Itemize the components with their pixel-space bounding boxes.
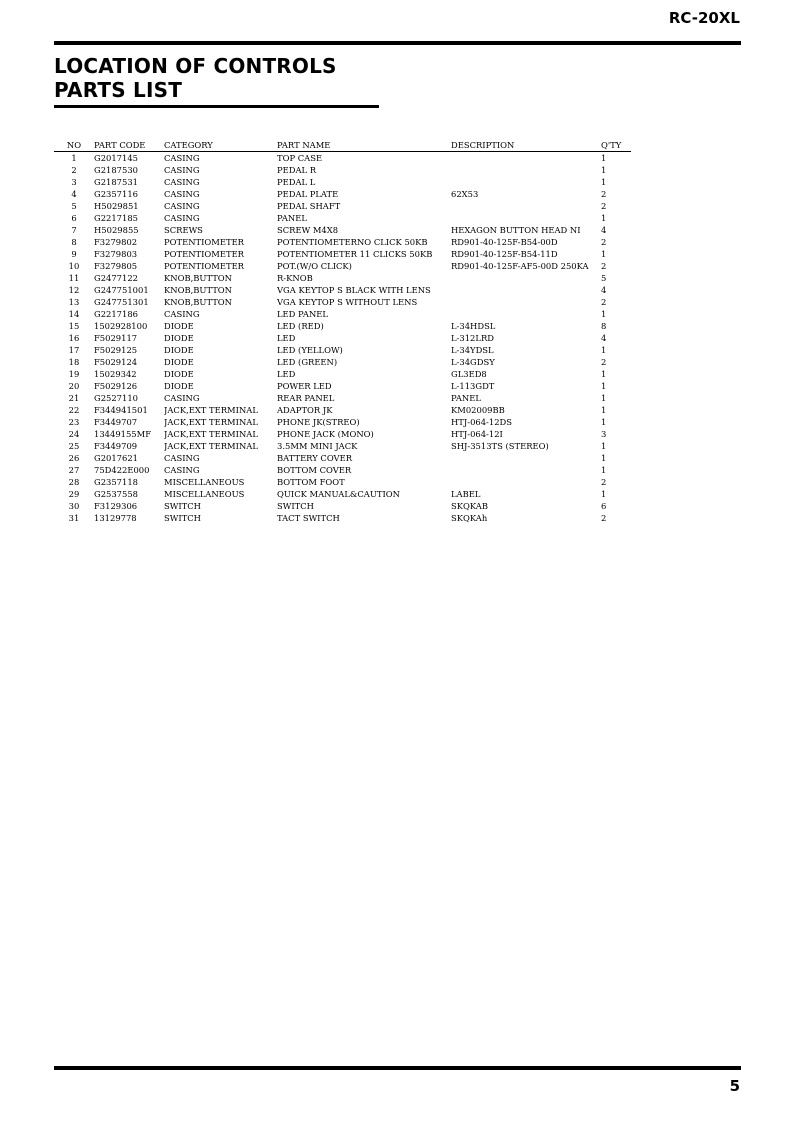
table-row — [54, 236, 631, 248]
cell-description — [451, 176, 601, 188]
table-row — [54, 260, 631, 272]
cell-no: 12 — [68, 285, 80, 295]
cell-description — [451, 464, 601, 476]
cell-part-name: PEDAL PLATE — [277, 189, 339, 199]
cell-qty: 1 — [601, 153, 607, 163]
cell-category: KNOB,BUTTON — [164, 273, 233, 283]
cell-part-code: G2357118 — [94, 477, 138, 487]
cell-part-code: H5029855 — [94, 225, 139, 235]
cell-part-name: ADAPTOR JK — [277, 405, 333, 415]
title-underline — [54, 105, 379, 108]
cell-qty: 1 — [601, 393, 607, 403]
table-row — [54, 152, 631, 165]
cell-part-name: POT.(W/O CLICK) — [277, 261, 352, 271]
cell-part-name: BOTTOM COVER — [277, 465, 352, 475]
cell-category: POTENTIOMETER — [164, 249, 244, 259]
table-row — [54, 440, 631, 452]
cell-part-code: F3279803 — [94, 249, 138, 259]
table-row — [54, 404, 631, 416]
cell-category: JACK,EXT TERMINAL — [164, 441, 258, 451]
cell-part-code: F344941501 — [94, 405, 148, 415]
cell-qty: 1 — [601, 417, 607, 427]
cell-part-name: LED (YELLOW) — [277, 345, 343, 355]
cell-qty: 1 — [601, 345, 607, 355]
cell-qty: 2 — [601, 357, 607, 367]
cell-no: 18 — [68, 357, 80, 367]
cell-part-code: G2187531 — [94, 177, 138, 187]
column-header-part-code: PART CODE — [94, 139, 164, 152]
cell-no: 29 — [68, 489, 80, 499]
cell-part-name: BATTERY COVER — [277, 453, 353, 463]
cell-part-code: F5029125 — [94, 345, 138, 355]
cell-qty: 2 — [601, 297, 607, 307]
cell-qty: 2 — [601, 513, 607, 523]
cell-category: DIODE — [164, 369, 194, 379]
cell-part-name: LED (GREEN) — [277, 357, 338, 367]
cell-description: L-34GDSY — [451, 357, 495, 367]
cell-qty: 1 — [601, 177, 607, 187]
cell-part-name: TOP CASE — [277, 153, 323, 163]
cell-part-code: F3129306 — [94, 501, 138, 511]
cell-no: 15 — [68, 321, 80, 331]
table-row — [54, 164, 631, 176]
cell-part-name: SCREW M4X8 — [277, 225, 339, 235]
cell-part-code: H5029851 — [94, 201, 139, 211]
cell-no: 19 — [68, 369, 80, 379]
table-row — [54, 464, 631, 476]
column-header-part-name: PART NAME — [277, 139, 451, 152]
column-header-no: NO — [54, 139, 94, 152]
cell-category: MISCELLANEOUS — [164, 489, 245, 499]
parts-table — [54, 139, 631, 524]
cell-no: 24 — [68, 429, 80, 439]
cell-description — [451, 296, 601, 308]
cell-no: 22 — [68, 405, 80, 415]
table-row — [54, 500, 631, 512]
table-row — [54, 380, 631, 392]
cell-category: DIODE — [164, 381, 194, 391]
cell-part-name: REAR PANEL — [277, 393, 335, 403]
cell-category: CASING — [164, 201, 200, 211]
table-row — [54, 284, 631, 296]
cell-no: 8 — [71, 237, 77, 247]
cell-part-code: F3279802 — [94, 237, 138, 247]
cell-qty: 1 — [601, 249, 607, 259]
table-row — [54, 296, 631, 308]
table-row — [54, 368, 631, 380]
cell-category: CASING — [164, 189, 200, 199]
cell-description: SHJ-3513TS (STEREO) — [451, 441, 549, 451]
cell-no: 13 — [68, 297, 80, 307]
cell-description: RD901-40-125F-AF5-00D 250KA — [451, 261, 589, 271]
cell-category: SCREWS — [164, 225, 203, 235]
cell-description: SKQKAB — [451, 501, 488, 511]
cell-description: HTJ-064-12DS — [451, 417, 513, 427]
cell-part-code: F3279805 — [94, 261, 138, 271]
table-header-row — [54, 139, 631, 152]
cell-no: 25 — [68, 441, 80, 451]
cell-no: 10 — [68, 261, 80, 271]
cell-qty: 1 — [601, 165, 607, 175]
cell-qty: 1 — [601, 489, 607, 499]
cell-category: POTENTIOMETER — [164, 237, 244, 247]
cell-part-code: G2217186 — [94, 309, 138, 319]
cell-part-name: PEDAL R — [277, 165, 317, 175]
page-number: 5 — [729, 1077, 740, 1095]
cell-category: MISCELLANEOUS — [164, 477, 245, 487]
cell-qty: 1 — [601, 309, 607, 319]
cell-no: 3 — [71, 177, 77, 187]
cell-qty: 2 — [601, 189, 607, 199]
cell-description — [451, 164, 601, 176]
cell-part-name: PEDAL SHAFT — [277, 201, 341, 211]
cell-part-code: G2357116 — [94, 189, 138, 199]
cell-part-code: G2217185 — [94, 213, 138, 223]
cell-description: L-34HDSL — [451, 321, 496, 331]
table-row — [54, 416, 631, 428]
cell-qty: 1 — [601, 465, 607, 475]
cell-category: KNOB,BUTTON — [164, 285, 233, 295]
cell-qty: 8 — [601, 321, 607, 331]
cell-part-code: 13449155MF — [94, 429, 152, 439]
cell-category: POTENTIOMETER — [164, 261, 244, 271]
cell-part-name: PHONE JK(STREO) — [277, 417, 360, 427]
cell-description: PANEL — [451, 393, 481, 403]
cell-no: 14 — [68, 309, 80, 319]
table-row — [54, 320, 631, 332]
cell-category: CASING — [164, 309, 200, 319]
cell-description: L-312LRD — [451, 333, 494, 343]
cell-part-name: SWITCH — [277, 501, 314, 511]
cell-part-code: G2527110 — [94, 393, 138, 403]
cell-description: RD901-40-125F-B54-11D — [451, 249, 558, 259]
cell-qty: 1 — [601, 381, 607, 391]
cell-qty: 1 — [601, 453, 607, 463]
cell-part-code: G2477122 — [94, 273, 138, 283]
cell-description — [451, 308, 601, 320]
cell-description — [451, 452, 601, 464]
cell-part-name: PEDAL L — [277, 177, 316, 187]
column-header-category: CATEGORY — [164, 139, 277, 152]
cell-description: KM02009BB — [451, 405, 505, 415]
table-row — [54, 224, 631, 236]
cell-no: 21 — [68, 393, 80, 403]
page-title-line-1: LOCATION OF CONTROLS — [54, 54, 337, 78]
cell-category: CASING — [164, 177, 200, 187]
cell-description — [451, 152, 601, 165]
cell-category: CASING — [164, 213, 200, 223]
cell-part-code: G247751301 — [94, 297, 149, 307]
cell-description: RD901-40-125F-B54-00D — [451, 237, 558, 247]
cell-no: 30 — [68, 501, 80, 511]
cell-part-name: PANEL — [277, 213, 307, 223]
table-row — [54, 476, 631, 488]
cell-qty: 4 — [601, 285, 607, 295]
cell-no: 31 — [68, 513, 80, 523]
cell-part-code: G2187530 — [94, 165, 138, 175]
header-rule — [54, 41, 741, 45]
cell-category: CASING — [164, 153, 200, 163]
cell-qty: 1 — [601, 405, 607, 415]
cell-no: 2 — [71, 165, 77, 175]
table-row — [54, 308, 631, 320]
cell-no: 5 — [71, 201, 77, 211]
cell-description: GL3ED8 — [451, 369, 487, 379]
cell-description — [451, 212, 601, 224]
cell-no: 1 — [71, 153, 77, 163]
column-header-qty: Q'TY — [601, 139, 631, 152]
page-title-line-2: PARTS LIST — [54, 78, 183, 102]
cell-description: HTJ-064-12I — [451, 429, 503, 439]
cell-no: 28 — [68, 477, 80, 487]
cell-no: 17 — [68, 345, 80, 355]
cell-part-code: G2017145 — [94, 153, 138, 163]
cell-description: HEXAGON BUTTON HEAD NI — [451, 225, 581, 235]
table-row — [54, 428, 631, 440]
cell-part-name: POTENTIOMETER 11 CLICKS 50KB — [277, 249, 433, 259]
cell-qty: 1 — [601, 213, 607, 223]
cell-no: 4 — [71, 189, 77, 199]
cell-description: L-113GDT — [451, 381, 495, 391]
cell-part-name: POTENTIOMETERNO CLICK 50KB — [277, 237, 428, 247]
cell-qty: 2 — [601, 261, 607, 271]
cell-qty: 4 — [601, 333, 607, 343]
cell-part-name: QUICK MANUAL&CAUTION — [277, 489, 400, 499]
cell-part-name: 3.5MM MINI JACK — [277, 441, 358, 451]
cell-category: SWITCH — [164, 501, 201, 511]
footer-rule — [54, 1066, 741, 1070]
cell-category: CASING — [164, 465, 200, 475]
cell-part-code: F3449707 — [94, 417, 138, 427]
cell-description — [451, 200, 601, 212]
cell-part-code: F3449709 — [94, 441, 138, 451]
table-row — [54, 212, 631, 224]
cell-description: L-34YDSL — [451, 345, 494, 355]
table-row — [54, 512, 631, 524]
column-header-description: DESCRIPTION — [451, 139, 601, 152]
cell-part-code: G247751001 — [94, 285, 149, 295]
cell-category: DIODE — [164, 333, 194, 343]
cell-no: 6 — [71, 213, 77, 223]
cell-part-name: VGA KEYTOP S BLACK WITH LENS — [277, 285, 431, 295]
cell-category: JACK,EXT TERMINAL — [164, 417, 258, 427]
cell-category: CASING — [164, 393, 200, 403]
cell-part-name: BOTTOM FOOT — [277, 477, 345, 487]
model-name: RC-20XL — [668, 9, 740, 27]
cell-part-code: 15029342 — [94, 369, 137, 379]
cell-part-name: LED PANEL — [277, 309, 328, 319]
cell-qty: 1 — [601, 441, 607, 451]
table-row — [54, 488, 631, 500]
cell-no: 20 — [68, 381, 80, 391]
cell-no: 23 — [68, 417, 80, 427]
cell-part-name: PHONE JACK (MONO) — [277, 429, 374, 439]
cell-category: DIODE — [164, 357, 194, 367]
cell-description: 62X53 — [451, 189, 479, 199]
table-row — [54, 392, 631, 404]
cell-no: 11 — [68, 273, 80, 283]
cell-no: 9 — [71, 249, 77, 259]
table-row — [54, 332, 631, 344]
cell-part-code: F5029117 — [94, 333, 138, 343]
cell-qty: 5 — [601, 273, 607, 283]
cell-category: KNOB,BUTTON — [164, 297, 233, 307]
cell-part-code: G2537558 — [94, 489, 138, 499]
table-row — [54, 176, 631, 188]
cell-part-code: G2017621 — [94, 453, 138, 463]
cell-no: 7 — [71, 225, 77, 235]
cell-part-name: TACT SWITCH — [277, 513, 340, 523]
cell-category: CASING — [164, 165, 200, 175]
cell-qty: 2 — [601, 201, 607, 211]
cell-category: CASING — [164, 453, 200, 463]
cell-category: DIODE — [164, 345, 194, 355]
cell-part-code: 75D422E000 — [94, 465, 150, 475]
cell-part-name: VGA KEYTOP S WITHOUT LENS — [277, 297, 418, 307]
cell-description — [451, 272, 601, 284]
cell-part-name: LED — [277, 369, 296, 379]
cell-no: 27 — [68, 465, 80, 475]
cell-part-code: 13129778 — [94, 513, 137, 523]
cell-part-code: F5029124 — [94, 357, 138, 367]
cell-category: JACK,EXT TERMINAL — [164, 405, 258, 415]
cell-qty: 2 — [601, 237, 607, 247]
page-title — [54, 54, 337, 102]
cell-part-name: LED (RED) — [277, 321, 324, 331]
cell-qty: 4 — [601, 225, 607, 235]
table-row — [54, 356, 631, 368]
cell-category: JACK,EXT TERMINAL — [164, 429, 258, 439]
cell-part-name: POWER LED — [277, 381, 332, 391]
table-row — [54, 188, 631, 200]
cell-qty: 6 — [601, 501, 607, 511]
cell-qty: 1 — [601, 369, 607, 379]
cell-no: 16 — [68, 333, 80, 343]
cell-description — [451, 284, 601, 296]
cell-category: DIODE — [164, 321, 194, 331]
cell-part-code: F5029126 — [94, 381, 138, 391]
cell-no: 26 — [68, 453, 80, 463]
cell-part-name: LED — [277, 333, 296, 343]
cell-description: LABEL — [451, 489, 481, 499]
table-row — [54, 200, 631, 212]
cell-part-code: 1502928100 — [94, 321, 148, 331]
table-row — [54, 272, 631, 284]
parts-table-body — [54, 152, 631, 525]
cell-qty: 3 — [601, 429, 607, 439]
cell-part-name: R-KNOB — [277, 273, 313, 283]
table-row — [54, 248, 631, 260]
cell-description — [451, 476, 601, 488]
table-row — [54, 452, 631, 464]
table-row — [54, 344, 631, 356]
cell-qty: 2 — [601, 477, 607, 487]
cell-description: SKQKAh — [451, 513, 488, 523]
cell-category: SWITCH — [164, 513, 201, 523]
